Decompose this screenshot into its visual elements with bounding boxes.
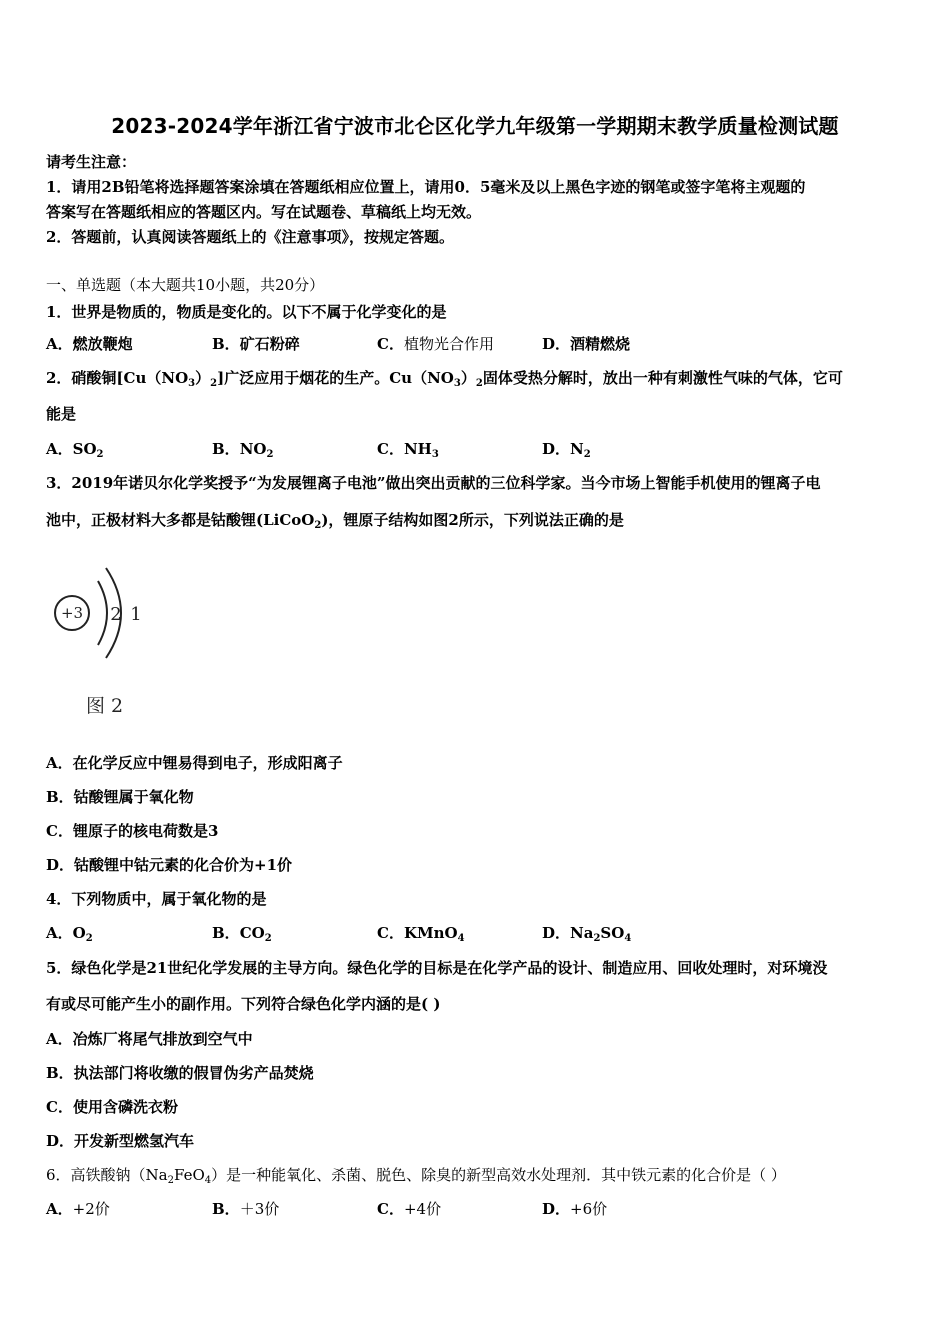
- q4-option-d[interactable]: D．$Na_2SO_4$: [542, 924, 632, 944]
- q4-option-a[interactable]: A．$O_2$: [46, 924, 93, 944]
- q6-option-a[interactable]: A．+2价: [46, 1200, 110, 1218]
- q5-stem-1: 5．绿色化学是21世纪化学发展的主导方向。绿色化学的目标是在化学产品的设计、制造应用、回收处理时，对环境没: [46, 959, 828, 977]
- electron-shell-1: [98, 581, 107, 645]
- notice-heading: 请考生注意：: [46, 153, 137, 171]
- q2-stem: 2．硝酸铜$[Cu(NO_3)_2]$广泛应用于烟花的生产。$Cu(NO_3)_2$固体受热分解时，放出一种有刺激性气味的气体，它可: [46, 369, 843, 389]
- notice-line-2: 2．答题前，认真阅读答题纸上的《注意事项》，按规定答题。: [46, 228, 454, 246]
- q4-option-c[interactable]: C．KMnO$_4$: [377, 924, 465, 944]
- shell-1-electrons: 2: [110, 604, 122, 625]
- q1-option-d[interactable]: D．酒精燃烧: [542, 335, 631, 353]
- page-title: 2023-2024学年浙江省宁波市北仑区化学九年级第一学期期末教学质量检测试题: [111, 114, 839, 138]
- q1-option-b[interactable]: B．矿石粉碎: [212, 335, 300, 353]
- q3-option-c[interactable]: C．锂原子的核电荷数是3: [46, 822, 219, 840]
- q1-option-c[interactable]: C．植物光合作用: [377, 335, 494, 353]
- q3-option-a[interactable]: A．在化学反应中锂易得到电子，形成阳离子: [46, 754, 343, 772]
- q5-option-a[interactable]: A．冶炼厂将尾气排放到空气中: [46, 1030, 253, 1048]
- atom-structure-svg: [46, 556, 156, 726]
- notice-line-1a: 1．请用2B铅笔将选择题答案涂填在答题纸相应位置上，请用0．5毫米及以上黑色字迹的钢笔或签字笔将主观题的: [46, 178, 806, 196]
- q5-option-b[interactable]: B．执法部门将收缴的假冒伪劣产品焚烧: [46, 1064, 314, 1082]
- q1-option-a[interactable]: A．燃放鞭炮: [46, 335, 133, 353]
- q2-option-c[interactable]: C．$NH_3$: [377, 440, 439, 460]
- q2-stem-cont: 能是: [46, 405, 77, 423]
- q2-option-a[interactable]: A．$SO_2$: [46, 440, 104, 460]
- q4-stem: 4．下列物质中，属于氧化物的是: [46, 890, 267, 908]
- section-heading: 一、单选题（本大题共10小题，共20分）: [46, 276, 325, 294]
- q2-option-b[interactable]: B．$NO_2$: [212, 440, 274, 460]
- q3-stem-1: 3．2019年诺贝尔化学奖授予“为发展锂离子电池”做出突出贡献的三位科学家。当今市场上智能手机使用的锂离子电: [46, 474, 821, 492]
- q5-stem-2: 有或尽可能产生小的副作用。下列符合绿色化学内涵的是( ): [46, 995, 441, 1013]
- q6-option-b[interactable]: B．＋3价: [212, 1200, 280, 1218]
- q6-option-d[interactable]: D．+6价: [542, 1200, 608, 1218]
- q3-option-d[interactable]: D．钴酸锂中钴元素的化合价为+1价: [46, 856, 293, 874]
- q2-option-d[interactable]: D．$N_2$: [542, 440, 591, 460]
- q3-option-b[interactable]: B．钴酸锂属于氧化物: [46, 788, 194, 806]
- q6-stem: 6．高铁酸钠$(Na_2FeO_4)$是一种能氧化、杀菌、脱色、除臭的新型高效水处理剂．其中铁元素的化合价是（ ）: [46, 1166, 786, 1186]
- figure-caption: 图 2: [86, 695, 124, 717]
- q4-option-b[interactable]: B．$CO_2$: [212, 924, 272, 944]
- q6-option-c[interactable]: C．+4价: [377, 1200, 442, 1218]
- shell-2-electrons: 1: [130, 604, 142, 625]
- lithium-atom-diagram: [46, 556, 156, 726]
- nucleus-charge: +3: [60, 604, 84, 622]
- notice-line-1b: 答案写在答题纸相应的答题区内。写在试题卷、草稿纸上均无效。: [46, 203, 482, 221]
- q3-stem-2: 池中，正极材料大多都是钴酸锂(LiCoO$_2$)，锂原子结构如图2所示，下列说法正确的是: [46, 511, 624, 531]
- q5-option-c[interactable]: C．使用含磷洗衣粉: [46, 1098, 178, 1116]
- q5-option-d[interactable]: D．开发新型燃氢汽车: [46, 1132, 195, 1150]
- q1-stem: 1．世界是物质的，物质是变化的。以下不属于化学变化的是: [46, 303, 447, 321]
